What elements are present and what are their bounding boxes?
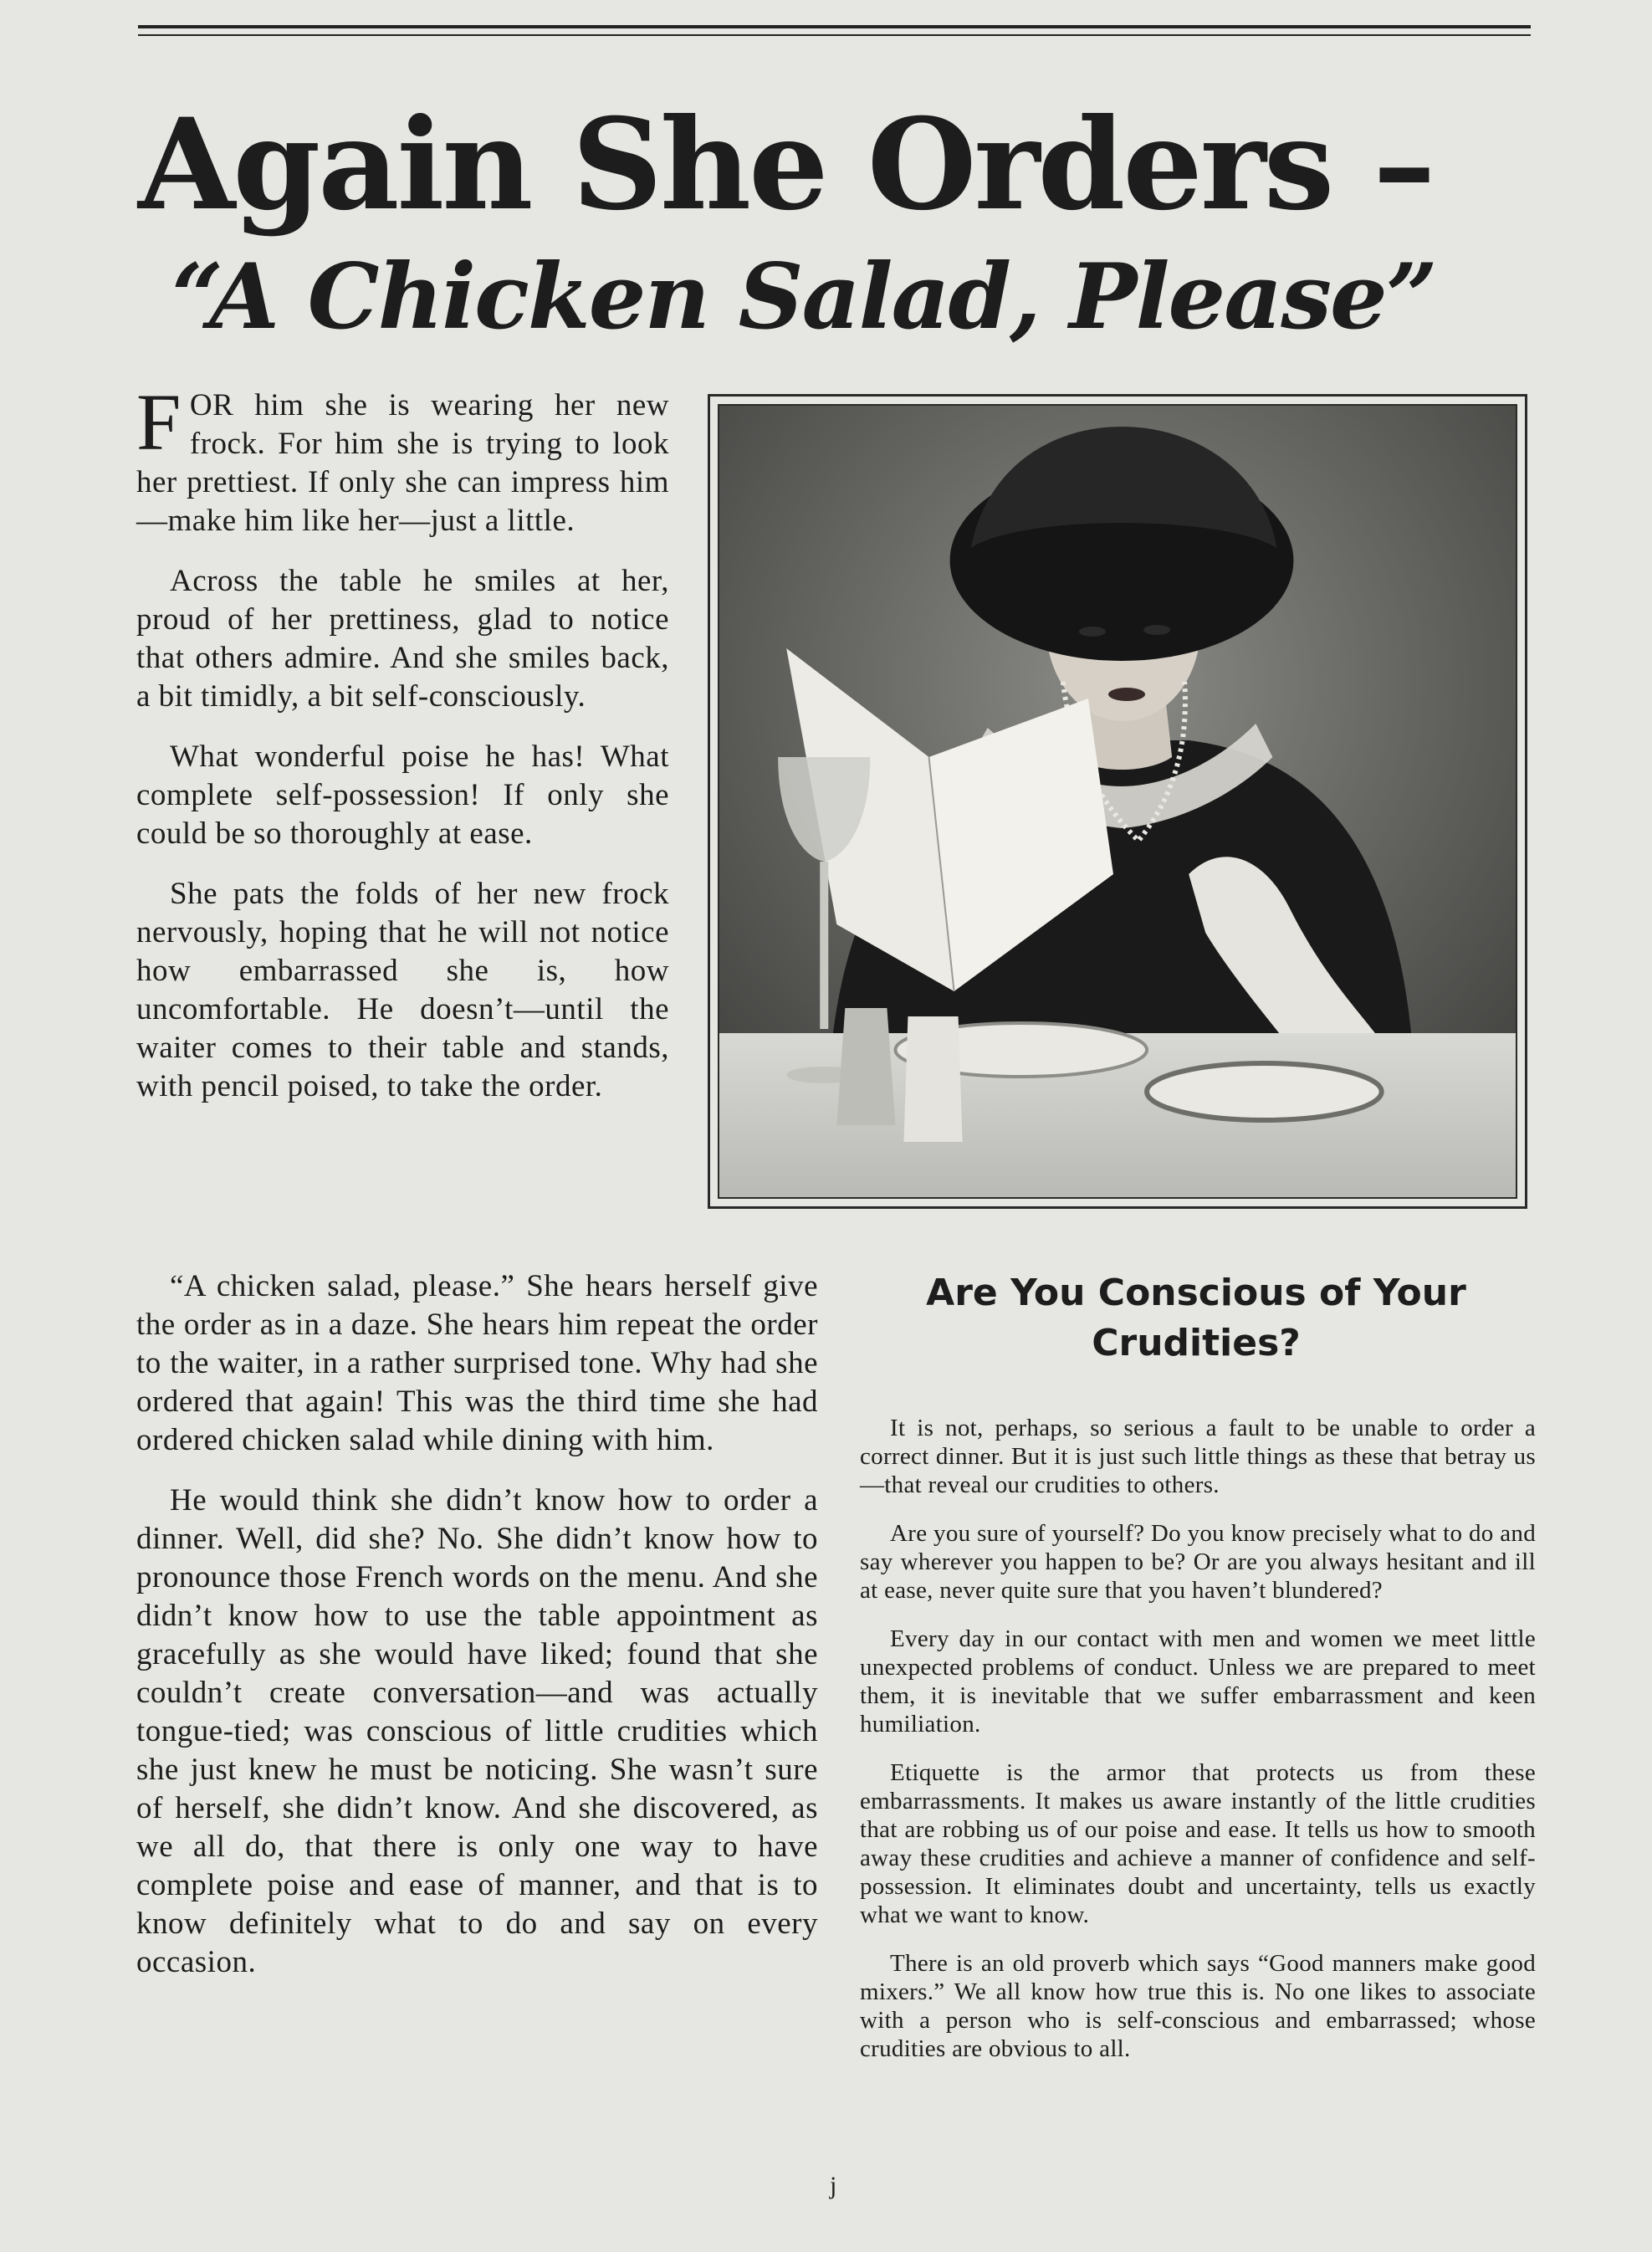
- article-paragraph: “A chicken salad, please.” She hears herself give the order as in a daze. She hears him repeat the order to the waiter, in a rather surprised tone. Why had she ordered that again! This was the third time she had ordered chicken salad while dining with him.: [136, 1269, 818, 1457]
- top-rule: [138, 25, 1531, 28]
- article-paragraph: [136, 377, 669, 540]
- article-paragraph: He would think she didn’t know how to order a dinner. Well, did she? No. She didn’t know how to pronounce those French words on the menu. And she didn’t know how to use the table appointment as gracefully as she would have liked; found that she couldn’t create conversation—and was actually tongue-tied; was conscious of little crudities which she just knew he must be noticing. She wasn’t sure of herself, she didn’t know. And she discovered, as we all do, that there is only one way to have complete poise and ease of manner, and that is to know definitely what to do and say on every occasion.: [136, 1483, 818, 1979]
- photo-woman-with-menu: [708, 394, 1527, 1209]
- article-paragraph: She pats the folds of her new frock nervously, hoping that he will not notice how embarrassed she is, how uncomfortable. He doesn’t—until the waiter comes to their table and stands, with pencil poised, to take the order.: [136, 877, 669, 1103]
- sidebar-heading: Are You Conscious of Your Crudities?: [926, 1272, 1466, 1364]
- top-rule-thin: [138, 34, 1531, 36]
- page-folio: j: [830, 2172, 837, 2199]
- sidebar-paragraph: There is an old proverb which says “Good manners make good mixers.” We all know how true this is. No one likes to associate with a person who is self-conscious and embarrassed; whose crudities are obvious to all.: [860, 1950, 1536, 2062]
- article-column-2: [136, 1267, 818, 2004]
- sidebar-paragraph: Are you sure of yourself? Do you know precisely what to do and say wherever you happen to be? Or are you always hesitant and ill at ease, never quite sure that you haven’t blundered?: [860, 1520, 1536, 1604]
- article-paragraph: Across the table he smiles at her, proud of her prettiness, glad to notice that others admire. And she smiles back, a bit timidly, a bit self-consciously.: [136, 564, 669, 714]
- article-paragraph: What wonderful poise he has! What complete self-possession! If only she could be so thoroughly at ease.: [136, 740, 669, 851]
- headline-line-2: “A Chicken Salad, Please”: [171, 244, 1436, 350]
- sidebar-text: [860, 1414, 1536, 2083]
- drop-cap: F: [136, 377, 182, 467]
- headline-line-1: Again She Orders –: [138, 91, 1434, 238]
- article-paragraph-text: OR him she is wearing her new frock. For him she is trying to look her prettiest. If only she can impress him—make him like her—just a little.: [136, 388, 669, 538]
- photo-illustration: [718, 404, 1517, 1199]
- sidebar-paragraph: Etiquette is the armor that protects us from these embarrassments. It makes us aware instantly of the little crudities that are robbing us of our poise and ease. It tells us how to smooth away these crudities and achieve a manner of confidence and self-possession. It eliminates doubt and uncertainty, tells us exactly what we want to know.: [860, 1759, 1536, 1928]
- sidebar-paragraph: Every day in our contact with men and women we meet little unexpected problems of conduct. Unless we are prepared to meet them, it is inevitable that we suffer embarrassment and keen humiliation.: [860, 1625, 1536, 1738]
- sidebar-paragraph: It is not, perhaps, so serious a fault to be unable to order a correct dinner. But it is just such little things as these that betray us—that reveal our crudities to others.: [860, 1415, 1536, 1498]
- article-column-1: [136, 377, 669, 1128]
